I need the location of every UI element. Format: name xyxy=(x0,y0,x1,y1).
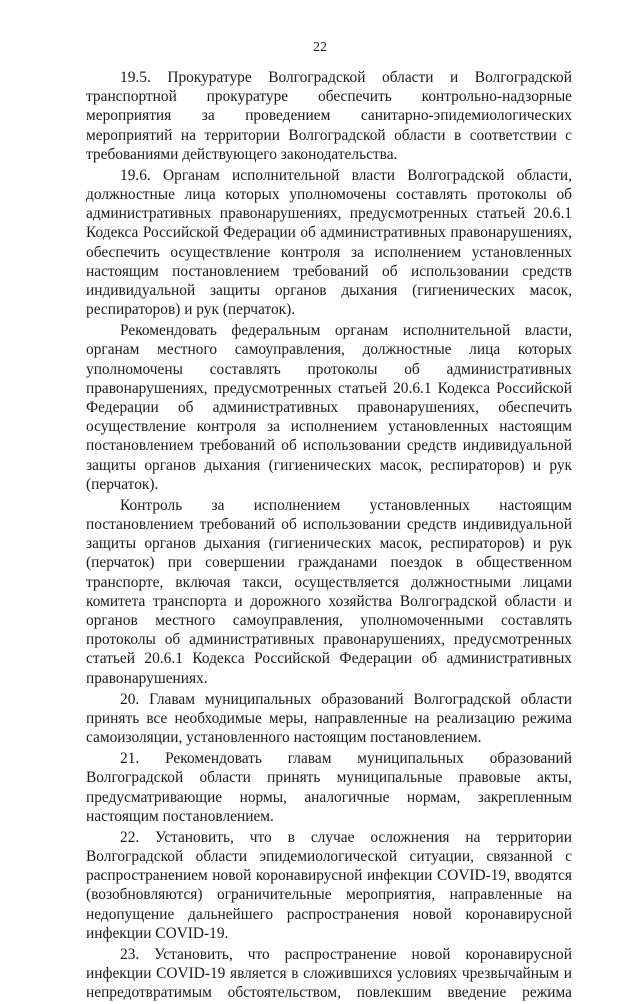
paragraph-19-5: 19.5. Прокуратуре Волгоградской области и Волгоградской транспортной прокуратуре обеспечить контрольно-надзорные мероприятия за проведением санитарно-эпидемиологических мероприятий на территории Волгоградской области в соответствии с требованиями действующего законодательства. xyxy=(86,69,572,163)
document-body xyxy=(86,68,572,1004)
paragraph-19-6: 19.6. Органам исполнительной власти Волгоградской области, должностные лица которых уполномочены составлять протоколы об административных правонарушениях, предусмотренных статьей 20.6.1 Кодекса Российской Федерации об административных правонарушениях, обеспечить осуществление контроля за исполнением установленных настоящим постановлением требований об использовании средств индивидуальной защиты органов дыхания (гигиенических масок, респираторов) и рук (перчаток). xyxy=(86,166,572,319)
paragraph-control-transport: Контроль за исполнением установленных настоящим постановлением требований об использовании средств индивидуальной защиты органов дыхания (гигиенических масок, респираторов) и рук (перчаток) при совершении гражданами поездок в общественном транспорте, включая такси, осуществляется должностными лицами комитета транспорта и дорожного хозяйства Волгоградской области и органов местного самоуправления, уполномоченными составлять протоколы об административных правонарушениях, предусмотренных статьей 20.6.1 Кодекса Российской Федерации об административных правонарушениях. xyxy=(86,496,572,687)
paragraph-20: 20. Главам муниципальных образований Волгоградской области принять все необходимые меры, направленные на реализацию режима самоизоляции, установленного настоящим постановлением. xyxy=(86,690,572,747)
paragraph-23: 23. Установить, что распространение новой коронавирусной инфекции COVID-19 является в сложившихся условиях чрезвычайным и непредотвратимым обстоятельством, повлекшим введение режима xyxy=(86,945,572,1002)
paragraph-21: 21. Рекомендовать главам муниципальных образований Волгоградской области принять муниципальные правовые акты, предусматривающие нормы, аналогичные нормам, закрепленным настоящим постановлением. xyxy=(86,750,572,825)
paragraph-22: 22. Установить, что в случае осложнения на территории Волгоградской области эпидемиологической ситуации, связанной с распространением новой коронавирусной инфекции COVID-19, вводятся (возобновляются) ограничительные мероприятия, направленные на недопущение дальнейшего распространения новой коронавирусной инфекции COVID-19. xyxy=(86,828,572,942)
paragraph-recommendation-federal: Рекомендовать федеральным органам исполнительной власти, органам местного самоуправления, должностные лица которых уполномочены составлять протоколы об административных правонарушениях, предусмотренных статьей 20.6.1 Кодекса Российской Федерации об административных правонарушениях, обеспечить осуществление контроля за исполнением установленных настоящим постановлением требований об использовании средств индивидуальной защиты органов дыхания (гигиенических масок, респираторов) и рук (перчаток). xyxy=(86,322,572,493)
page-number: 22 xyxy=(313,40,327,55)
